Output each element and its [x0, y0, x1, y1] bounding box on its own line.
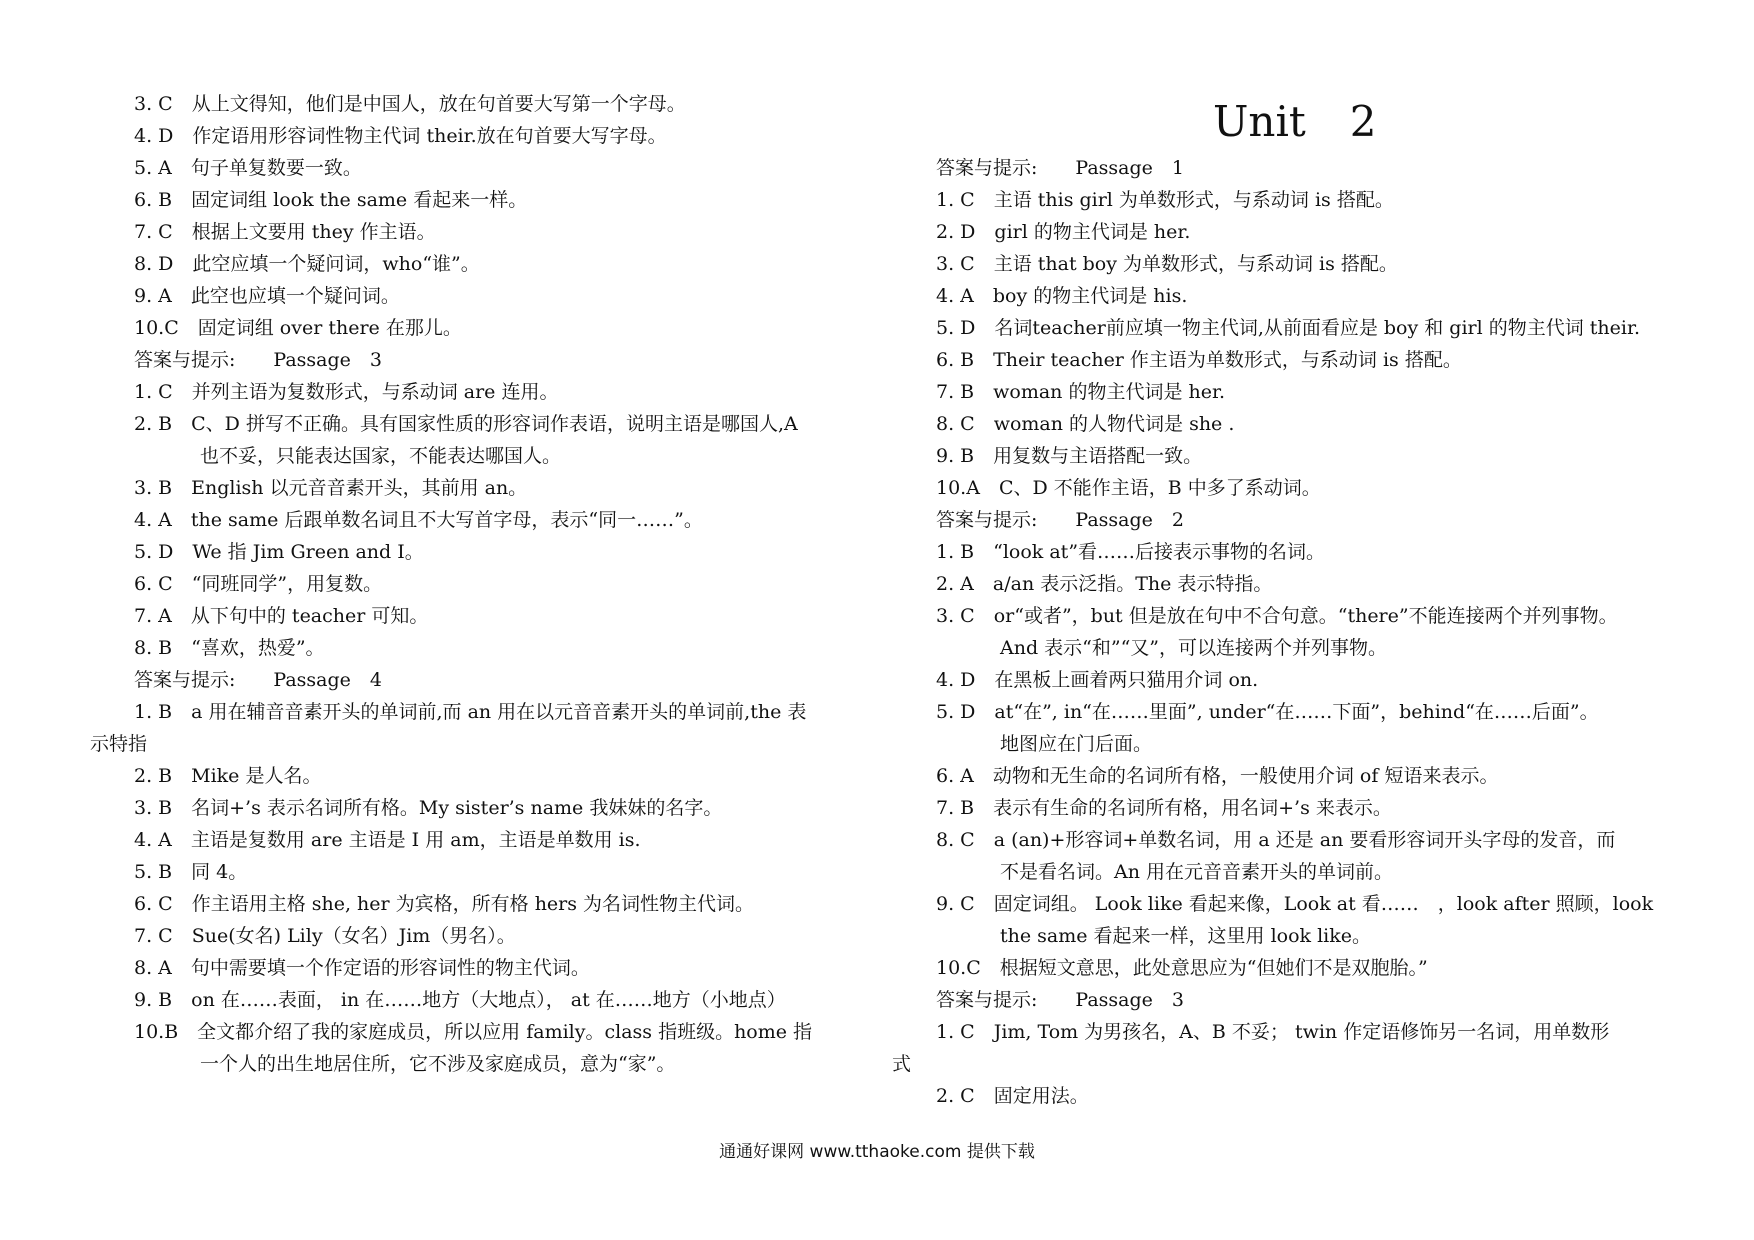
answer-continuation: 不是看名词。An 用在元音音素开头的单词前。 [1000, 861, 1393, 883]
answer-line: 9. C 固定词组。 Look like 看起来像，Look at 看…… ，look after 照顾，look [936, 893, 1654, 915]
answer-line: 5. D 名词teacher前应填一物主代词,从前面看应是 boy 和 girl 的物主代词 their. [936, 317, 1641, 339]
answer-line: 3. B 名词+’s 表示名词所有格。My sister’s name 我妹妹的名字。 [134, 797, 723, 819]
section-heading: 答案与提示: Passage 1 [936, 157, 1184, 179]
answer-line: 3. C or“或者”，but 但是放在句中不合句意。“there”不能连接两个并列事物。 [936, 605, 1618, 627]
answer-line: 6. A 动物和无生命的名词所有格，一般使用介词 of 短语来表示。 [936, 765, 1499, 787]
answer-continuation: And 表示“和”“又”，可以连接两个并列事物。 [1000, 637, 1388, 659]
answer-line: 4. A 主语是复数用 are 主语是 I 用 am，主语是单数用 is. [134, 829, 641, 851]
answer-line: 5. A 句子单复数要一致。 [134, 157, 362, 179]
answer-line: 10.A C、D 不能作主语，B 中多了系动词。 [936, 477, 1321, 499]
answer-continuation: 示特指 [90, 733, 148, 755]
answer-line: 2. B C、D 拼写不正确。具有国家性质的形容词作表语，说明主语是哪国人,A [134, 413, 798, 435]
answer-line: 7. C 根据上文要用 they 作主语。 [134, 221, 436, 243]
answer-line: 9. B 用复数与主语搭配一致。 [936, 445, 1203, 467]
answer-line: 1. C Jim, Tom 为男孩名，A、B 不妥； twin 作定语修饰另一名词，用单数形 [936, 1021, 1610, 1043]
answer-continuation: 也不妥，只能表达国家，不能表达哪国人。 [200, 445, 562, 467]
answer-continuation: 一个人的出生地居住所，它不涉及家庭成员，意为“家”。 [200, 1053, 676, 1075]
answer-line: 5. D We 指 Jim Green and I。 [134, 541, 424, 563]
answer-line: 5. D at“在”, in“在……里面”, under“在……下面”，behind“在……后面”。 [936, 701, 1599, 723]
answer-continuation: 式 [892, 1053, 912, 1075]
answer-line: 4. A the same 后跟单数名词且不大写首字母，表示“同一……”。 [134, 509, 703, 531]
answer-continuation: the same 看起来一样，这里用 look like。 [1000, 925, 1371, 947]
answer-line: 10.C 固定词组 over there 在那儿。 [134, 317, 462, 339]
answer-line: 2. B Mike 是人名。 [134, 765, 322, 787]
answer-line: 8. C woman 的人物代词是 she . [936, 413, 1235, 435]
unit-title [1213, 96, 1377, 148]
answer-line: 8. D 此空应填一个疑问词，who“谁”。 [134, 253, 480, 275]
answer-line: 2. D girl 的物主代词是 her. [936, 221, 1191, 243]
answer-line: 7. A 从下句中的 teacher 可知。 [134, 605, 429, 627]
unit-number: 2 [1349, 97, 1377, 146]
answer-line: 4. D 在黑板上画着两只猫用介词 on. [936, 669, 1259, 691]
section-heading: 答案与提示: Passage 3 [134, 349, 382, 371]
answer-line: 6. C 作主语用主格 she, her 为宾格，所有格 hers 为名词性物主代词。 [134, 893, 755, 915]
answer-line: 8. A 句中需要填一个作定语的形容词性的物主代词。 [134, 957, 590, 979]
section-heading: 答案与提示: Passage 4 [134, 669, 382, 691]
answer-line: 5. B 同 4。 [134, 861, 248, 883]
answer-line: 4. D 作定语用形容词性物主代词 their.放在句首要大写字母。 [134, 125, 667, 147]
section-heading: 答案与提示: Passage 2 [936, 509, 1184, 531]
answer-line: 7. B woman 的物主代词是 her. [936, 381, 1226, 403]
answer-line: 8. C a (an)+形容词+单数名词，用 a 还是 an 要看形容词开头字母的发音，而 [936, 829, 1616, 851]
answer-line: 2. A a/an 表示泛指。The 表示特指。 [936, 573, 1273, 595]
page-footer: 通通好课网 www.tthaoke.com 提供下载 [719, 1142, 1035, 1162]
answer-line: 6. C “同班同学”，用复数。 [134, 573, 383, 595]
answer-line: 1. B a 用在辅音音素开头的单词前,而 an 用在以元音音素开头的单词前,the 表 [134, 701, 807, 723]
answer-line: 10.B 全文都介绍了我的家庭成员，所以应用 family。class 指班级。home 指 [134, 1021, 813, 1043]
answer-line: 7. C Sue(女名) Lily（女名）Jim（男名）。 [134, 925, 516, 947]
answer-line: 1. C 主语 this girl 为单数形式，与系动词 is 搭配。 [936, 189, 1394, 211]
answer-line: 7. B 表示有生命的名词所有格，用名词+’s 来表示。 [936, 797, 1392, 819]
answer-line: 8. B “喜欢，热爱”。 [134, 637, 325, 659]
answer-continuation: 地图应在门后面。 [1000, 733, 1153, 755]
answer-line: 6. B 固定词组 look the same 看起来一样。 [134, 189, 528, 211]
answer-line: 3. B English 以元音音素开头，其前用 an。 [134, 477, 528, 499]
answer-line: 10.C 根据短文意思，此处意思应为“但她们不是双胞胎。” [936, 957, 1428, 979]
answer-line: 9. A 此空也应填一个疑问词。 [134, 285, 400, 307]
answer-line: 1. C 并列主语为复数形式，与系动词 are 连用。 [134, 381, 559, 403]
section-heading: 答案与提示: Passage 3 [936, 989, 1184, 1011]
answer-line: 3. C 主语 that boy 为单数形式，与系动词 is 搭配。 [936, 253, 1398, 275]
answer-line: 6. B Their teacher 作主语为单数形式，与系动词 is 搭配。 [936, 349, 1462, 371]
answer-line: 9. B on 在……表面， in 在……地方（大地点）， at 在……地方（小地点） [134, 989, 786, 1011]
answer-line: 2. C 固定用法。 [936, 1085, 1089, 1107]
answer-line: 1. B “look at”看……后接表示事物的名词。 [936, 541, 1326, 563]
answer-line: 4. A boy 的物主代词是 his. [936, 285, 1188, 307]
unit-word: Unit [1213, 97, 1306, 146]
answer-line: 3. C 从上文得知，他们是中国人，放在句首要大写第一个字母。 [134, 93, 686, 115]
